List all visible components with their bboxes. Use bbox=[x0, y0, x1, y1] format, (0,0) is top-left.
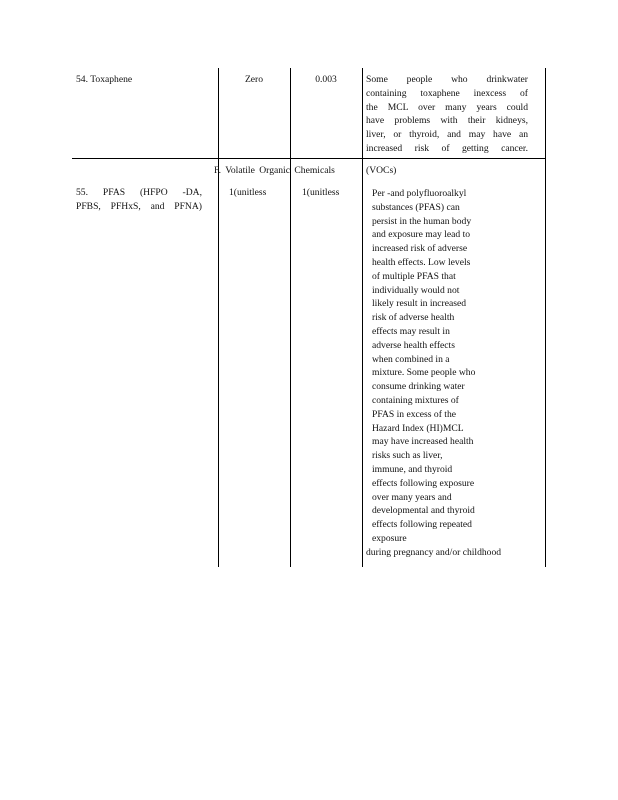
effects-line: containing mixtures of bbox=[372, 394, 459, 406]
effects-line: effects may result in bbox=[372, 325, 450, 337]
effects-line: increased risk of getting cancer. bbox=[366, 142, 528, 154]
effects-line: may have increased health bbox=[372, 436, 474, 448]
pfas-health-effects-cell bbox=[366, 187, 536, 560]
effects-line: Some people who drinkwater bbox=[366, 74, 528, 85]
effects-line: effects following repeated bbox=[372, 519, 472, 531]
effects-line: risks such as liver, bbox=[372, 450, 443, 462]
effects-line: liver, or thyroid, and may have an bbox=[366, 129, 528, 141]
effects-line: the MCL over many years could bbox=[366, 101, 528, 113]
pfas-contaminant-cell bbox=[76, 186, 202, 214]
column-rule-right bbox=[545, 68, 546, 567]
effects-line: Hazard Index (HI)MCL bbox=[372, 422, 464, 434]
section-f-heading: F. Volatile Organic Chemicals bbox=[214, 165, 335, 176]
effects-line: over many years and bbox=[372, 491, 452, 503]
effects-line: have problems with their kidneys, bbox=[366, 115, 528, 127]
section-f-abbreviation: (VOCs) bbox=[366, 165, 397, 176]
effects-line: of multiple PFAS that bbox=[372, 270, 456, 282]
effects-line: risk of adverse health bbox=[372, 312, 455, 324]
effects-line: PFAS in excess of the bbox=[372, 408, 457, 420]
effects-line: during pregnancy and/or childhood bbox=[366, 546, 502, 558]
effects-line: increased risk of adverse bbox=[372, 243, 468, 255]
toxaphene-mclg-cell: Zero bbox=[244, 74, 264, 85]
contaminant-line: 55. PFAS (HFPO -DA, bbox=[76, 187, 202, 198]
column-rule-1 bbox=[218, 68, 219, 567]
pfas-mclg-cell: 1(unitless bbox=[229, 187, 267, 198]
toxaphene-contaminant-cell: 54. Toxaphene bbox=[76, 74, 133, 85]
row-divider bbox=[72, 158, 546, 159]
effects-line: developmental and thyroid bbox=[372, 505, 475, 517]
effects-line: likely result in increased bbox=[372, 298, 467, 310]
toxaphene-health-effects-cell bbox=[366, 73, 528, 156]
column-rule-2 bbox=[290, 68, 291, 567]
toxaphene-mcl-cell: 0.003 bbox=[315, 74, 337, 85]
effects-line: containing toxaphene inexcess of bbox=[366, 87, 528, 99]
effects-line: health effects. Low levels bbox=[372, 256, 471, 268]
effects-line: persist in the human body bbox=[372, 215, 472, 227]
effects-line: mixture. Some people who bbox=[372, 367, 476, 379]
contaminant-line: PFBS, PFHxS, and PFNA) bbox=[76, 200, 202, 212]
effects-line: Per -and polyfluoroalkyl bbox=[372, 188, 467, 199]
effects-line: substances (PFAS) can bbox=[372, 201, 460, 213]
effects-line: adverse health effects bbox=[372, 339, 455, 351]
effects-line: individually would not bbox=[372, 284, 460, 296]
effects-line: consume drinking water bbox=[372, 381, 465, 393]
effects-line: when combined in a bbox=[372, 353, 450, 365]
effects-line: and exposure may lead to bbox=[372, 229, 471, 241]
pfas-mcl-cell: 1(unitless bbox=[302, 187, 340, 198]
column-rule-3 bbox=[362, 68, 363, 567]
effects-line: immune, and thyroid bbox=[372, 463, 453, 475]
effects-line: exposure bbox=[372, 532, 407, 544]
effects-line: effects following exposure bbox=[372, 477, 475, 489]
